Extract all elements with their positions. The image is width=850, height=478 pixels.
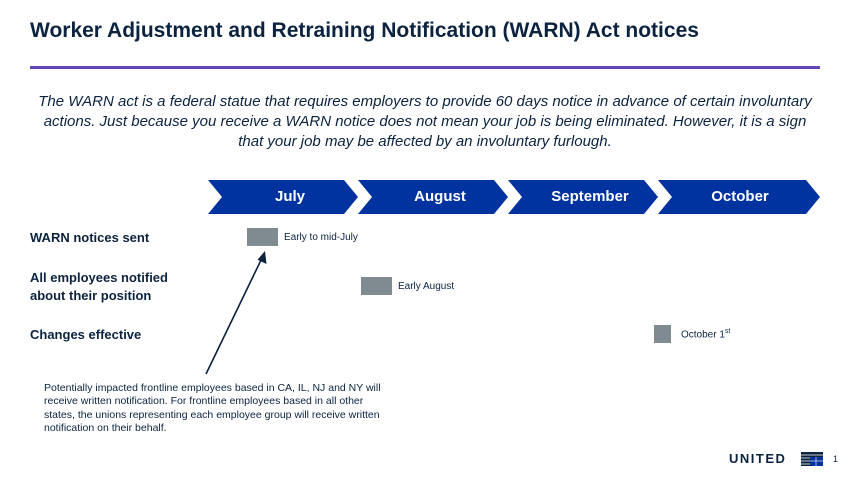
row-label-warn-notices: WARN notices sent bbox=[30, 230, 150, 245]
marker-date-text: October 1 bbox=[681, 329, 725, 341]
marker-label-employees-notified: Early August bbox=[398, 281, 455, 292]
intro-paragraph: The WARN act is a federal statue that requires employers to provide 60 days notice in advance of certain involuntary actions. Just because you receive a WARN notice does not mean your job is being eliminated. However, it is a sign that your job may be affected by an involuntary furlough. bbox=[38, 93, 812, 150]
marker-date-suffix: st bbox=[724, 328, 731, 335]
footnote-text: Potentially impacted frontline employees based in CA, IL, NJ and NY will receive written notification. For frontline employees based in all other states, the unions representing each employee group will receive written notification on their behalf. bbox=[44, 382, 381, 434]
month-label-september: September bbox=[551, 188, 629, 205]
month-label-october: October bbox=[711, 188, 769, 205]
globe-icon bbox=[801, 452, 823, 466]
row-label-changes-effective: Changes effective bbox=[30, 327, 142, 342]
month-label-august: August bbox=[414, 188, 466, 205]
month-label-july: July bbox=[274, 188, 305, 205]
page-number: 1 bbox=[833, 454, 839, 464]
logo-wordmark: UNITED bbox=[729, 451, 787, 466]
page-title: Worker Adjustment and Retraining Notification (WARN) Act notices bbox=[30, 19, 699, 42]
row-label-employees-notified: All employees notified about their position bbox=[30, 270, 168, 303]
marker-label-warn-notices: Early to mid-July bbox=[284, 232, 358, 243]
